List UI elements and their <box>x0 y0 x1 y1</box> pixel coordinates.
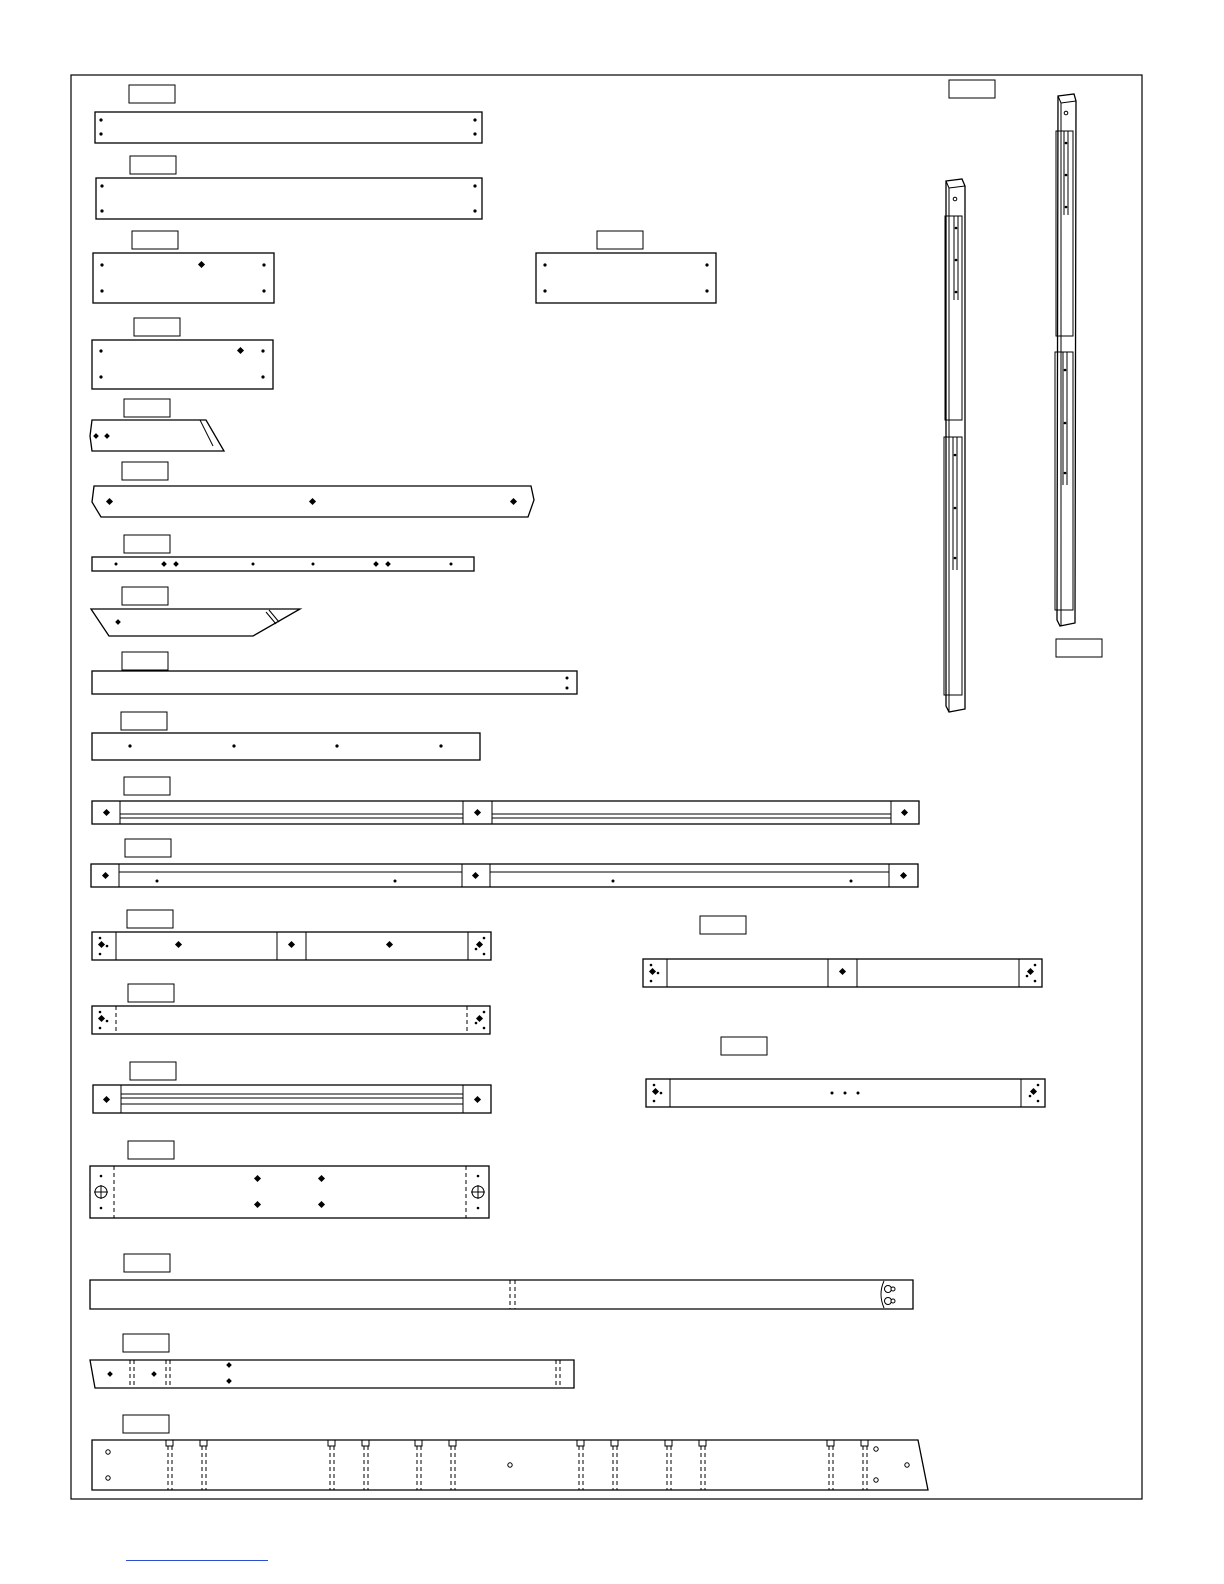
part-1-label-box <box>129 85 175 103</box>
part-3 <box>93 231 274 303</box>
part-6 <box>90 399 224 451</box>
part-17 <box>646 1037 1045 1107</box>
part-8 <box>92 535 474 571</box>
part-24 <box>1055 94 1102 657</box>
part-1 <box>95 85 482 143</box>
part-22 <box>92 1415 928 1490</box>
part-7 <box>92 462 534 517</box>
part-16 <box>92 984 490 1034</box>
part-23 <box>944 80 995 712</box>
part-15 <box>643 916 1042 987</box>
part-20 <box>90 1254 913 1309</box>
part-11 <box>92 712 480 760</box>
part-4 <box>536 231 716 303</box>
part-13 <box>91 839 918 887</box>
part-21 <box>90 1334 574 1388</box>
part-2 <box>96 156 482 219</box>
part-5 <box>92 318 273 389</box>
part-18 <box>93 1062 491 1113</box>
part-10 <box>92 652 577 694</box>
part-19 <box>90 1141 489 1218</box>
footer-link[interactable] <box>126 1548 268 1561</box>
part-14 <box>92 910 491 960</box>
part-12 <box>92 777 919 824</box>
part-9 <box>91 587 300 636</box>
